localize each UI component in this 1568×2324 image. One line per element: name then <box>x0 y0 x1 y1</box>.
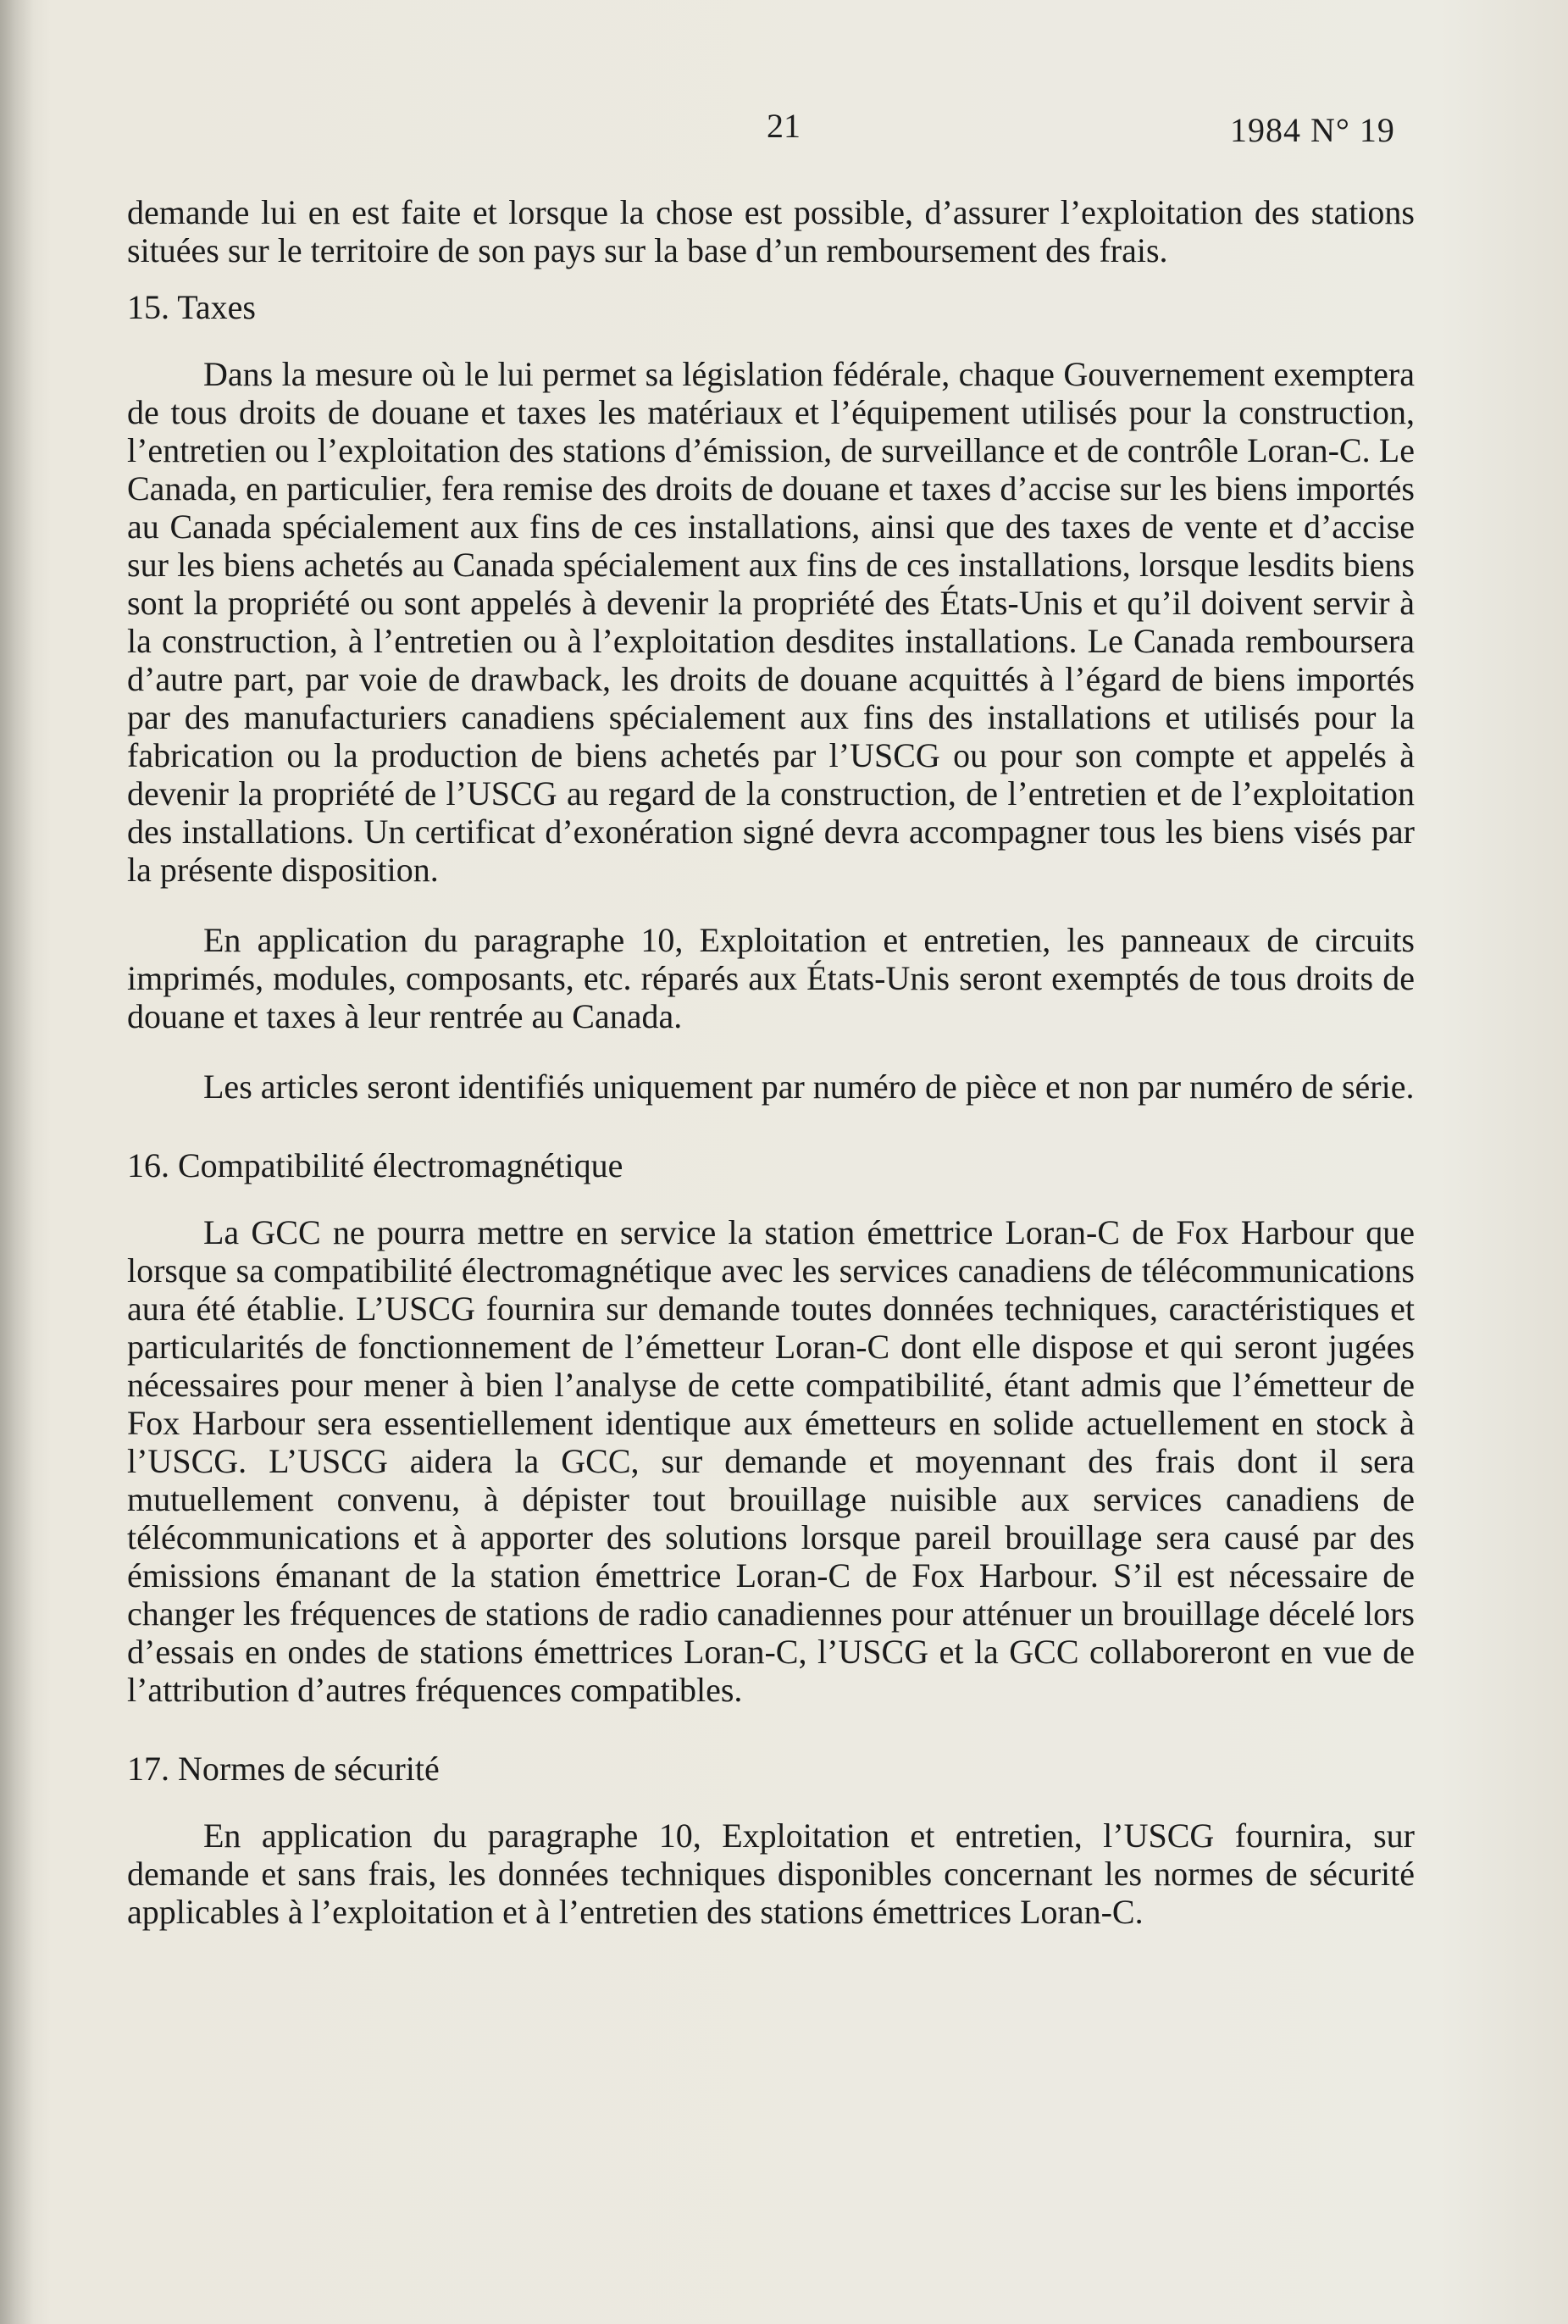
section-heading-taxes: 15. Taxes <box>127 288 256 326</box>
section-heading-electromagnetic-compatibility: 16. Compatibilité électromagnétique <box>127 1146 623 1184</box>
page-number: 21 <box>767 107 801 145</box>
paragraph: Dans la mesure où le lui permet sa législation fédérale, chaque Gouvernement exemptera de tous droits de douane et taxes les matériaux et l’équipement utilisés pour la construction, l’entretien ou l’exploitation des stations d’émission, de surveillance et de contrôle Loran-C. Le Canada, en particulier, fera remise des droits de douane et taxes d’accise sur les biens importés au Canada spécialement aux fins de ces installations, ainsi que des taxes de vente et d’accise sur les biens achetés au Canada spécialement aux fins de ces installations, lorsque lesdits biens sont la propriété ou sont appelés à devenir la propriété des États-Unis et qu’il doivent servir à la construction, à l’entretien ou à l’exploitation desdites installations. Le Canada remboursera d’autre part, par voie de drawback, les droits de douane acquittés à l’égard de biens importés par des manufacturiers canadiens spécialement aux fins des installations et utilisés pour la fabrication ou la production de biens achetés par l’USCG ou pour son compte et appelés à devenir la propriété de l’USCG au regard de la construction, de l’entretien et de l’exploitation des installations. Un certificat d’exonération signé devra accompagner tous les biens visés par la présente disposition. <box>127 355 1415 889</box>
continuation-paragraph: demande lui en est faite et lorsque la chose est possible, d’assurer l’exploitation des stations situées sur le territoire de son pays sur la base d’un remboursement des frais. <box>127 193 1415 269</box>
paragraph: La GCC ne pourra mettre en service la station émettrice Loran-C de Fox Harbour que lorsque sa compatibilité électromagnétique avec les services canadiens de télécommunications aura été établie. L’USCG fournira sur demande toutes données techniques, caractéristiques et particularités de fonctionnement de l’émetteur Loran-C dont elle dispose et qui seront jugées nécessaires pour mener à bien l’analyse de cette compatibilité, étant admis que l’émetteur de Fox Harbour sera essentiellement identique aux émetteurs en solide actuellement en stock à l’USCG. L’USCG aidera la GCC, sur demande et moyennant des frais dont il sera mutuellement convenu, à dépister tout brouillage nuisible aux services canadiens de télécommunications et à apporter des solutions lorsque pareil brouillage sera causé par des émissions émanant de la station émettrice Loran-C de Fox Harbour. S’il est nécessaire de changer les fréquences de stations de radio canadiennes pour atténuer un brouillage décelé lors d’essais en ondes de stations émettrices Loran-C, l’USCG et la GCC collaboreront en vue de l’attribution d’autres fréquences compatibles. <box>127 1213 1415 1709</box>
document-body <box>127 193 1415 1931</box>
binding-shadow <box>0 0 34 2324</box>
paragraph: En application du paragraphe 10, Exploitation et entretien, les panneaux de circuits imprimés, modules, composants, etc. réparés aux États-Unis seront exemptés de tous droits de douane et taxes à leur rentrée au Canada. <box>127 921 1415 1035</box>
paragraph: En application du paragraphe 10, Exploitation et entretien, l’USCG fournira, sur demande et sans frais, les données techniques disponibles concernant les normes de sécurité applicables à l’exploitation et à l’entretien des stations émettrices Loran-C. <box>127 1816 1415 1931</box>
gazette-reference: 1984 N° 19 <box>1230 111 1395 149</box>
paragraph: Les articles seront identifiés uniquement par numéro de pièce et non par numéro de série. <box>203 1068 1415 1106</box>
section-heading-safety-standards: 17. Normes de sécurité <box>127 1750 440 1788</box>
page-header <box>0 106 1568 157</box>
